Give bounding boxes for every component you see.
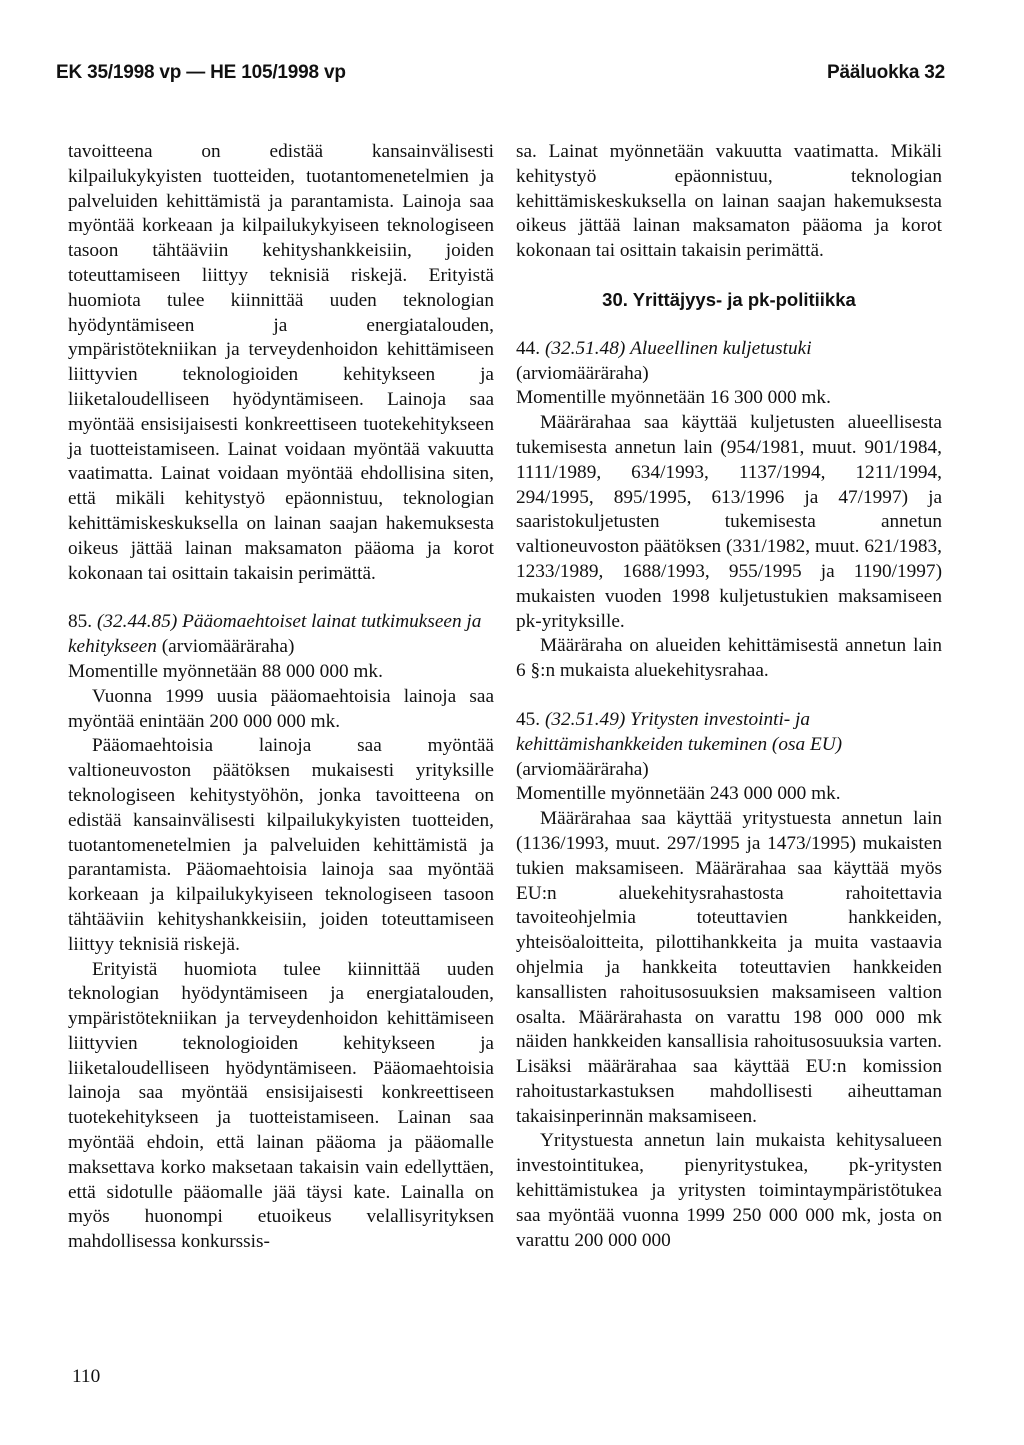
item-44-heading: 44. (32.51.48) Alueellinen kuljetustuki (arviomääräraha) — [516, 337, 812, 384]
page-number: 110 — [72, 1366, 101, 1387]
item-44-amount: Momentille myönnetään 16 300 000 mk. — [516, 387, 831, 409]
item-85-paragraph: Erityistä huomiota tulee kiinnittää uuden teknologian hyödyntämiseen ja energiatalouden, ympäristötekniikan ja terveydenhoidon kehittämiseen liittyvien teknologioiden kehitykseen ja liiketaloudelliseen hyödyntämiseen. Pääomaehtoisia lainoja saa myöntää ensisijaisesti konkreettiseen tuotekehitykseen ja tuotteistamiseen. Lainan saa myöntää ehdoin, että lainan pääoma ja pääomalle maksettava korko maksetaan takaisin vain edellyttäen, että sidotulle pääomalle jää täysi kate. Lainalla on myös huonompi etuoikeus velallisyrityksen mahdollisessa konkurssis- — [68, 958, 494, 1253]
item-85-heading: 85. (32.44.85) Pääomaehtoiset lainat tutkimukseen ja kehitykseen (arviomääräraha) — [68, 611, 482, 658]
running-header-right: Pääluokka 32 — [826, 62, 945, 83]
continued-paragraph: tavoitteena on edistää kansainvälisesti kilpailukykyisten tuotteiden, tuotantomenetelmien ja palveluiden kehittämistä ja parantamista. Lainoja saa myöntää korkeaan ja kilpailukykyiseen teknologiseen tasoon tähtääviin kehityshankkeisiin, joiden toteuttamiseen liittyy teknisiä riskejä. Erityistä huomiota tulee kiinnittää uuden teknologian hyödyntämiseen ja energiatalouden, ympäristötekniikan ja terveydenhoidon kehittämiseen liittyvien teknologioiden kehitykseen ja liiketaloudelliseen hyödyntämiseen. Lainoja saa myöntää ensisijaisesti konkreettiseen tuotekehitykseen ja tuotteistamiseen. Lainat voidaan myöntää vakuutta vaatimatta. Lainat voidaan myöntää ehdollisina siten, että mikäli kehitystyö epäonnistuu, teknologian kehittämiskeskuksella on lainan saajan hakemuksesta oikeus jättää lainan maksamaton pääoma ja korot kokonaan tai osittain takaisin perimättä. — [68, 141, 494, 584]
item-85-amount: Momentille myönnetään 88 000 000 mk. — [68, 660, 383, 682]
left-column — [68, 140, 494, 1255]
section-title: 30. Yrittäjyys- ja pk-politiikka — [602, 288, 856, 310]
running-header-left: EK 35/1998 vp — HE 105/1998 vp — [56, 62, 346, 83]
item-45-paragraph: Yritystuesta annetun lain mukaista kehitysalueen investointitukea, pienyritystukea, pk-yritysten kehittämistukea ja yritysten toimintaympäristötukea saa myöntää vuonna 1999 250 000 000 mk, josta on varattu 200 000 000 — [516, 1130, 942, 1251]
item-44-paragraph: Määräraha on alueiden kehittämisestä annetun lain 6 §:n mukaista aluekehitysrahaa. — [516, 635, 942, 682]
item-45-heading: 45. (32.51.49) Yritysten investointi- ja kehittämishankkeiden tukeminen (osa EU) (arviomääräraha) — [516, 708, 843, 780]
item-44-paragraph: Määrärahaa saa käyttää kuljetusten alueellisesta tukemisesta annetun lain (954/1981, muut. 901/1984, 1111/1989, 634/1993, 1137/1994, 1211/1994, 294/1995, 895/1995, 613/1996 ja 47/1997) ja saaristokuljetusten tukemisesta annetun valtioneuvoston päätöksen (331/1982, muut. 621/1983, 1233/1989, 1688/1993, 955/1995 ja 1190/1997) mukaisten vuoden 1998 kuljetustukien maksamiseen pk-yrityksille. — [516, 412, 942, 632]
item-45-amount: Momentille myönnetään 243 000 000 mk. — [516, 783, 841, 805]
item-85-paragraph: Pääomaehtoisia lainoja saa myöntää valtioneuvoston päätöksen mukaisesti yrityksille teknologiseen kehitystyöhön, jonka tavoitteena on edistää kansainvälisesti kilpailukykyisten tuotteiden, tuotantomenetelmien ja palveluiden kehittämistä ja parantamista. Pääomaehtoisia lainoja saa myöntää korkeaan ja kilpailukykyiseen teknologiseen tasoon tähtääviin kehityshankkeisiin, joiden toteuttamiseen liittyy teknisiä riskejä. — [68, 735, 494, 955]
continued-paragraph: sa. Lainat myönnetään vakuutta vaatimatta. Mikäli kehitystyö epäonnistuu, teknologian kehittämiskeskuksella on lainan saajan hakemuksesta oikeus jättää lainan maksamaton pääoma ja korot kokonaan tai osittain takaisin perimättä. — [516, 141, 942, 262]
item-85-paragraph: Vuonna 1999 uusia pääomaehtoisia lainoja saa myöntää enintään 200 000 000 mk. — [68, 685, 494, 732]
right-column — [516, 140, 942, 1253]
item-45-paragraph: Määrärahaa saa käyttää yritystuesta annetun lain (1136/1993, muut. 297/1995 ja 1473/1995) mukaisten tukien maksamiseen. Määrärahaa saa käyttää myös EU:n aluekehitysrahastosta rahoitettavia tavoiteohjelmia toteuttavien hankkeiden, yhteisöaloitteita, pilottihankkeita ja muita vastaavia ohjelmia ja hankkeita toteuttavien hankkeiden kansallisten rahoitusosuuksien maksamiseen valtion osalta. Määrärahasta on varattu 198 000 000 mk näiden hankkeiden kansallisia rahoitusosuuksia varten. Lisäksi määrärahaa saa käyttää EU:n komission rahoitustarkastuksen mahdollisesti aiheuttaman takaisinperinnän maksamiseen. — [516, 808, 942, 1127]
